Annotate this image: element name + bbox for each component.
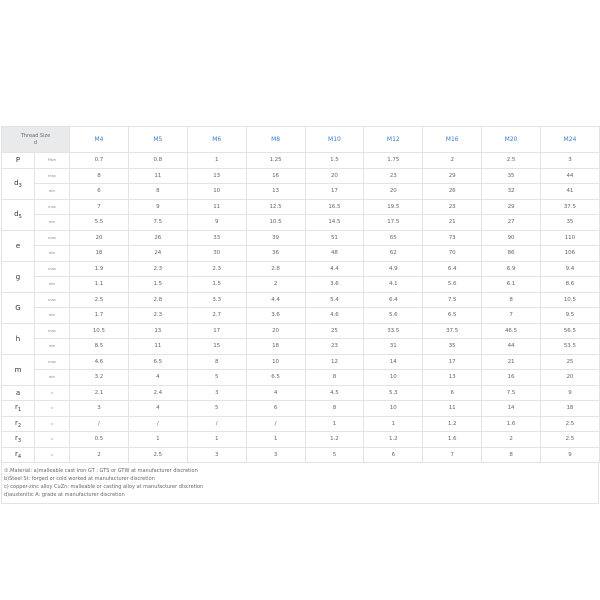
limit-label: max bbox=[35, 292, 70, 308]
param-subscript: 1 bbox=[17, 407, 22, 414]
size-header: M8 bbox=[246, 127, 305, 153]
value-cell: 2.3 bbox=[187, 261, 246, 277]
value-cell: 1 bbox=[364, 416, 423, 432]
value-cell: 4.4 bbox=[305, 261, 364, 277]
value-cell: 5.4 bbox=[305, 292, 364, 308]
value-cell: 9.4 bbox=[541, 261, 600, 277]
value-cell: 20 bbox=[305, 168, 364, 184]
param-subscript: 4 bbox=[17, 453, 22, 460]
value-cell: 7 bbox=[482, 308, 541, 324]
value-cell: 4.6 bbox=[70, 354, 129, 370]
value-cell: 6.9 bbox=[482, 261, 541, 277]
limit-label: max bbox=[35, 323, 70, 339]
value-cell: 48 bbox=[305, 246, 364, 262]
param-symbol bbox=[2, 261, 35, 292]
param-subscript: 3 bbox=[17, 438, 22, 445]
param-letter: r bbox=[14, 403, 18, 412]
value-cell: 2 bbox=[70, 447, 129, 463]
table-row bbox=[2, 447, 600, 463]
value-cell: 70 bbox=[423, 246, 482, 262]
value-cell: 86 bbox=[482, 246, 541, 262]
param-letter: r bbox=[14, 449, 18, 458]
value-cell: 24 bbox=[128, 246, 187, 262]
value-cell: 3 bbox=[541, 153, 600, 169]
param-symbol bbox=[2, 168, 35, 199]
value-cell: / bbox=[70, 416, 129, 432]
value-cell: 11 bbox=[187, 199, 246, 215]
value-cell: 16 bbox=[246, 168, 305, 184]
param-letter: e bbox=[15, 241, 21, 250]
value-cell: 8 bbox=[482, 292, 541, 308]
param-letter: h bbox=[15, 334, 21, 343]
param-letter: g bbox=[15, 272, 21, 281]
value-cell: / bbox=[246, 416, 305, 432]
value-cell: 10 bbox=[187, 184, 246, 200]
value-cell: 23 bbox=[423, 199, 482, 215]
value-cell: 4.9 bbox=[364, 261, 423, 277]
value-cell: 6.4 bbox=[364, 292, 423, 308]
value-cell: 2 bbox=[482, 432, 541, 448]
limit-label: max bbox=[35, 354, 70, 370]
limit-label: ≈ bbox=[35, 447, 70, 463]
value-cell: 6 bbox=[70, 184, 129, 200]
header-row bbox=[2, 127, 600, 153]
table-row bbox=[2, 246, 600, 262]
value-cell: / bbox=[187, 416, 246, 432]
value-cell: 12 bbox=[305, 354, 364, 370]
value-cell: 7.5 bbox=[482, 385, 541, 401]
value-cell: 2.1 bbox=[70, 385, 129, 401]
value-cell: 3.6 bbox=[246, 308, 305, 324]
value-cell: 13 bbox=[423, 370, 482, 386]
value-cell: 8.5 bbox=[70, 339, 129, 355]
value-cell: 1.5 bbox=[187, 277, 246, 293]
value-cell: 2.5 bbox=[128, 447, 187, 463]
limit-label: max bbox=[35, 199, 70, 215]
value-cell: 10 bbox=[246, 354, 305, 370]
value-cell: 20 bbox=[364, 184, 423, 200]
value-cell: 4 bbox=[246, 385, 305, 401]
table-row bbox=[2, 354, 600, 370]
value-cell: 1 bbox=[187, 153, 246, 169]
value-cell: 9.5 bbox=[541, 308, 600, 324]
value-cell: 8 bbox=[70, 168, 129, 184]
size-header: M16 bbox=[423, 127, 482, 153]
value-cell: 41 bbox=[541, 184, 600, 200]
note-line: b)Steel St: forged or cold worked at manufacturer discretion bbox=[4, 476, 155, 482]
thread-size-label: Thread Size bbox=[20, 133, 51, 139]
value-cell: 26 bbox=[128, 230, 187, 246]
value-cell: 4.1 bbox=[364, 277, 423, 293]
limit-label: max bbox=[35, 230, 70, 246]
table-row bbox=[2, 184, 600, 200]
table-row bbox=[2, 230, 600, 246]
param-symbol bbox=[2, 199, 35, 230]
value-cell: 51 bbox=[305, 230, 364, 246]
value-cell: 8 bbox=[187, 354, 246, 370]
value-cell: 3 bbox=[187, 385, 246, 401]
value-cell: 39 bbox=[246, 230, 305, 246]
limit-label: min bbox=[35, 308, 70, 324]
value-cell: 6.5 bbox=[128, 354, 187, 370]
value-cell: 1.7 bbox=[70, 308, 129, 324]
value-cell: 11 bbox=[128, 339, 187, 355]
param-subscript: 5 bbox=[18, 213, 22, 220]
table-row bbox=[2, 153, 600, 169]
material-notes bbox=[1, 463, 599, 504]
value-cell: 4.6 bbox=[305, 308, 364, 324]
value-cell: 90 bbox=[482, 230, 541, 246]
value-cell: 17 bbox=[305, 184, 364, 200]
param-symbol bbox=[2, 292, 35, 323]
value-cell: 21 bbox=[482, 354, 541, 370]
value-cell: 44 bbox=[482, 339, 541, 355]
limit-label: max bbox=[35, 261, 70, 277]
limit-label: min bbox=[35, 215, 70, 231]
value-cell: 73 bbox=[423, 230, 482, 246]
value-cell: 8 bbox=[305, 401, 364, 417]
value-cell: 20 bbox=[70, 230, 129, 246]
value-cell: 26 bbox=[423, 184, 482, 200]
value-cell: 1.2 bbox=[305, 432, 364, 448]
value-cell: 8 bbox=[305, 370, 364, 386]
value-cell: 31 bbox=[364, 339, 423, 355]
param-symbol bbox=[2, 323, 35, 354]
value-cell: 4.5 bbox=[305, 385, 364, 401]
value-cell: 110 bbox=[541, 230, 600, 246]
value-cell: 1 bbox=[305, 416, 364, 432]
table-row bbox=[2, 308, 600, 324]
value-cell: 10.5 bbox=[70, 323, 129, 339]
value-cell: 5 bbox=[187, 401, 246, 417]
value-cell: 14 bbox=[364, 354, 423, 370]
value-cell: 4.4 bbox=[246, 292, 305, 308]
size-header: M10 bbox=[305, 127, 364, 153]
value-cell: 2.5 bbox=[541, 416, 600, 432]
limit-label: max bbox=[35, 168, 70, 184]
value-cell: 12.5 bbox=[246, 199, 305, 215]
limit-label: ≈ bbox=[35, 416, 70, 432]
value-cell: 3 bbox=[70, 401, 129, 417]
param-symbol bbox=[2, 385, 35, 401]
param-symbol bbox=[2, 401, 35, 417]
table-row bbox=[2, 401, 600, 417]
param-symbol bbox=[2, 416, 35, 432]
value-cell: 19.5 bbox=[364, 199, 423, 215]
value-cell: 3 bbox=[246, 447, 305, 463]
value-cell: 44 bbox=[541, 168, 600, 184]
value-cell: 29 bbox=[423, 168, 482, 184]
spec-sheet bbox=[1, 126, 599, 504]
value-cell: 9 bbox=[541, 385, 600, 401]
table-row bbox=[2, 168, 600, 184]
limit-label: min bbox=[35, 246, 70, 262]
size-header: M12 bbox=[364, 127, 423, 153]
value-cell: 9 bbox=[187, 215, 246, 231]
value-cell: 35 bbox=[423, 339, 482, 355]
value-cell: 6.5 bbox=[423, 308, 482, 324]
value-cell: 3.6 bbox=[305, 277, 364, 293]
value-cell: 15 bbox=[187, 339, 246, 355]
value-cell: 17 bbox=[187, 323, 246, 339]
value-cell: 20 bbox=[246, 323, 305, 339]
value-cell: 7 bbox=[70, 199, 129, 215]
value-cell: 9 bbox=[541, 447, 600, 463]
value-cell: 56.5 bbox=[541, 323, 600, 339]
value-cell: 11 bbox=[128, 168, 187, 184]
value-cell: 3 bbox=[187, 447, 246, 463]
value-cell: 3.2 bbox=[70, 370, 129, 386]
value-cell: 5 bbox=[187, 370, 246, 386]
value-cell: 0.7 bbox=[70, 153, 129, 169]
value-cell: 65 bbox=[364, 230, 423, 246]
value-cell: 1.5 bbox=[128, 277, 187, 293]
value-cell: 7.5 bbox=[128, 215, 187, 231]
value-cell: / bbox=[128, 416, 187, 432]
table-row bbox=[2, 432, 600, 448]
table-row bbox=[2, 339, 600, 355]
value-cell: 13 bbox=[246, 184, 305, 200]
value-cell: 2.8 bbox=[246, 261, 305, 277]
param-letter: r bbox=[14, 418, 18, 427]
value-cell: 6.4 bbox=[423, 261, 482, 277]
param-letter: m bbox=[14, 365, 22, 374]
value-cell: 37.5 bbox=[423, 323, 482, 339]
thread-size-symbol: d bbox=[33, 140, 38, 146]
table-row bbox=[2, 199, 600, 215]
value-cell: 1.75 bbox=[364, 153, 423, 169]
limit-label: min bbox=[35, 370, 70, 386]
limit-label: Pitch bbox=[35, 153, 70, 169]
value-cell: 10.5 bbox=[246, 215, 305, 231]
value-cell: 46.5 bbox=[482, 323, 541, 339]
value-cell: 2.7 bbox=[187, 308, 246, 324]
value-cell: 1.2 bbox=[364, 432, 423, 448]
param-letter: d bbox=[14, 178, 19, 187]
value-cell: 27 bbox=[482, 215, 541, 231]
value-cell: 2.5 bbox=[541, 432, 600, 448]
value-cell: 1.6 bbox=[423, 432, 482, 448]
value-cell: 1 bbox=[246, 432, 305, 448]
table-row bbox=[2, 215, 600, 231]
value-cell: 7 bbox=[423, 447, 482, 463]
value-cell: 4 bbox=[128, 370, 187, 386]
value-cell: 18 bbox=[541, 401, 600, 417]
value-cell: 62 bbox=[364, 246, 423, 262]
thread-size-header bbox=[2, 127, 70, 153]
param-letter: G bbox=[15, 303, 21, 312]
param-symbol bbox=[2, 230, 35, 261]
value-cell: 6.1 bbox=[482, 277, 541, 293]
limit-label: min bbox=[35, 339, 70, 355]
limit-label: min bbox=[35, 277, 70, 293]
value-cell: 0.5 bbox=[70, 432, 129, 448]
value-cell: 36 bbox=[246, 246, 305, 262]
value-cell: 2.4 bbox=[128, 385, 187, 401]
value-cell: 5.6 bbox=[423, 277, 482, 293]
value-cell: 11 bbox=[423, 401, 482, 417]
value-cell: 6.5 bbox=[246, 370, 305, 386]
value-cell: 20 bbox=[541, 370, 600, 386]
table-row bbox=[2, 261, 600, 277]
value-cell: 1.9 bbox=[70, 261, 129, 277]
value-cell: 35 bbox=[482, 168, 541, 184]
value-cell: 1.1 bbox=[70, 277, 129, 293]
size-header: M5 bbox=[128, 127, 187, 153]
value-cell: 35 bbox=[541, 215, 600, 231]
value-cell: 10.5 bbox=[541, 292, 600, 308]
param-symbol bbox=[2, 447, 35, 463]
value-cell: 29 bbox=[482, 199, 541, 215]
value-cell: 10 bbox=[364, 401, 423, 417]
value-cell: 6 bbox=[246, 401, 305, 417]
size-header: M4 bbox=[70, 127, 129, 153]
param-subscript: 3 bbox=[18, 182, 22, 189]
table-row bbox=[2, 292, 600, 308]
value-cell: 106 bbox=[541, 246, 600, 262]
value-cell: 18 bbox=[70, 246, 129, 262]
value-cell: 17 bbox=[423, 354, 482, 370]
value-cell: 18 bbox=[246, 339, 305, 355]
table-body bbox=[2, 153, 600, 463]
value-cell: 1.5 bbox=[305, 153, 364, 169]
value-cell: 9 bbox=[128, 199, 187, 215]
value-cell: 4 bbox=[128, 401, 187, 417]
value-cell: 2.8 bbox=[128, 292, 187, 308]
value-cell: 5.6 bbox=[364, 308, 423, 324]
value-cell: 53.5 bbox=[541, 339, 600, 355]
note-line: c) copper-zinc alloy CuZn: malleable or casting alloy at manufacturer discretion bbox=[4, 484, 204, 490]
limit-label: ≈ bbox=[35, 401, 70, 417]
param-subscript: 2 bbox=[17, 422, 22, 429]
size-header: M6 bbox=[187, 127, 246, 153]
value-cell: 1 bbox=[128, 432, 187, 448]
value-cell: 33 bbox=[187, 230, 246, 246]
value-cell: 23 bbox=[305, 339, 364, 355]
value-cell: 6 bbox=[423, 385, 482, 401]
value-cell: 2.5 bbox=[482, 153, 541, 169]
value-cell: 7.5 bbox=[423, 292, 482, 308]
value-cell: 10 bbox=[364, 370, 423, 386]
value-cell: 17.5 bbox=[364, 215, 423, 231]
value-cell: 1.6 bbox=[482, 416, 541, 432]
value-cell: 14 bbox=[482, 401, 541, 417]
table-row bbox=[2, 385, 600, 401]
limit-label: ≈ bbox=[35, 385, 70, 401]
value-cell: 25 bbox=[305, 323, 364, 339]
value-cell: 23 bbox=[364, 168, 423, 184]
value-cell: 2 bbox=[423, 153, 482, 169]
value-cell: 13 bbox=[128, 323, 187, 339]
value-cell: 21 bbox=[423, 215, 482, 231]
value-cell: 14.5 bbox=[305, 215, 364, 231]
value-cell: 8 bbox=[482, 447, 541, 463]
value-cell: 5.3 bbox=[364, 385, 423, 401]
value-cell: 6 bbox=[364, 447, 423, 463]
param-letter: d bbox=[14, 209, 19, 218]
param-letter: a bbox=[15, 388, 21, 397]
limit-label: ≈ bbox=[35, 432, 70, 448]
value-cell: 2.3 bbox=[128, 261, 187, 277]
value-cell: 8 bbox=[128, 184, 187, 200]
value-cell: 13 bbox=[187, 168, 246, 184]
param-letter: r bbox=[14, 434, 18, 443]
value-cell: 5 bbox=[305, 447, 364, 463]
param-symbol bbox=[2, 153, 35, 169]
value-cell: 32 bbox=[482, 184, 541, 200]
table-row bbox=[2, 370, 600, 386]
size-header: M24 bbox=[541, 127, 600, 153]
size-header: M20 bbox=[482, 127, 541, 153]
value-cell: 1.2 bbox=[423, 416, 482, 432]
note-line: ①.Material: a)malleable cast iron GT : GTS or GTW at manufacturer discretion bbox=[4, 468, 198, 474]
limit-label: min bbox=[35, 184, 70, 200]
param-symbol bbox=[2, 354, 35, 385]
note-line: d)austenitic A: grade at manufacturer discretion bbox=[4, 492, 125, 498]
value-cell: 2.5 bbox=[70, 292, 129, 308]
param-symbol bbox=[2, 432, 35, 448]
value-cell: 0.8 bbox=[128, 153, 187, 169]
param-letter: P bbox=[15, 156, 21, 165]
value-cell: 33.5 bbox=[364, 323, 423, 339]
table-row bbox=[2, 277, 600, 293]
value-cell: 16.5 bbox=[305, 199, 364, 215]
value-cell: 16 bbox=[482, 370, 541, 386]
value-cell: 5.5 bbox=[70, 215, 129, 231]
value-cell: 25 bbox=[541, 354, 600, 370]
table-row bbox=[2, 416, 600, 432]
value-cell: 1 bbox=[187, 432, 246, 448]
value-cell: 2 bbox=[246, 277, 305, 293]
dimension-table bbox=[1, 126, 600, 463]
value-cell: 30 bbox=[187, 246, 246, 262]
value-cell: 3.3 bbox=[187, 292, 246, 308]
value-cell: 37.5 bbox=[541, 199, 600, 215]
value-cell: 8.6 bbox=[541, 277, 600, 293]
table-row bbox=[2, 323, 600, 339]
value-cell: 1.25 bbox=[246, 153, 305, 169]
value-cell: 2.3 bbox=[128, 308, 187, 324]
